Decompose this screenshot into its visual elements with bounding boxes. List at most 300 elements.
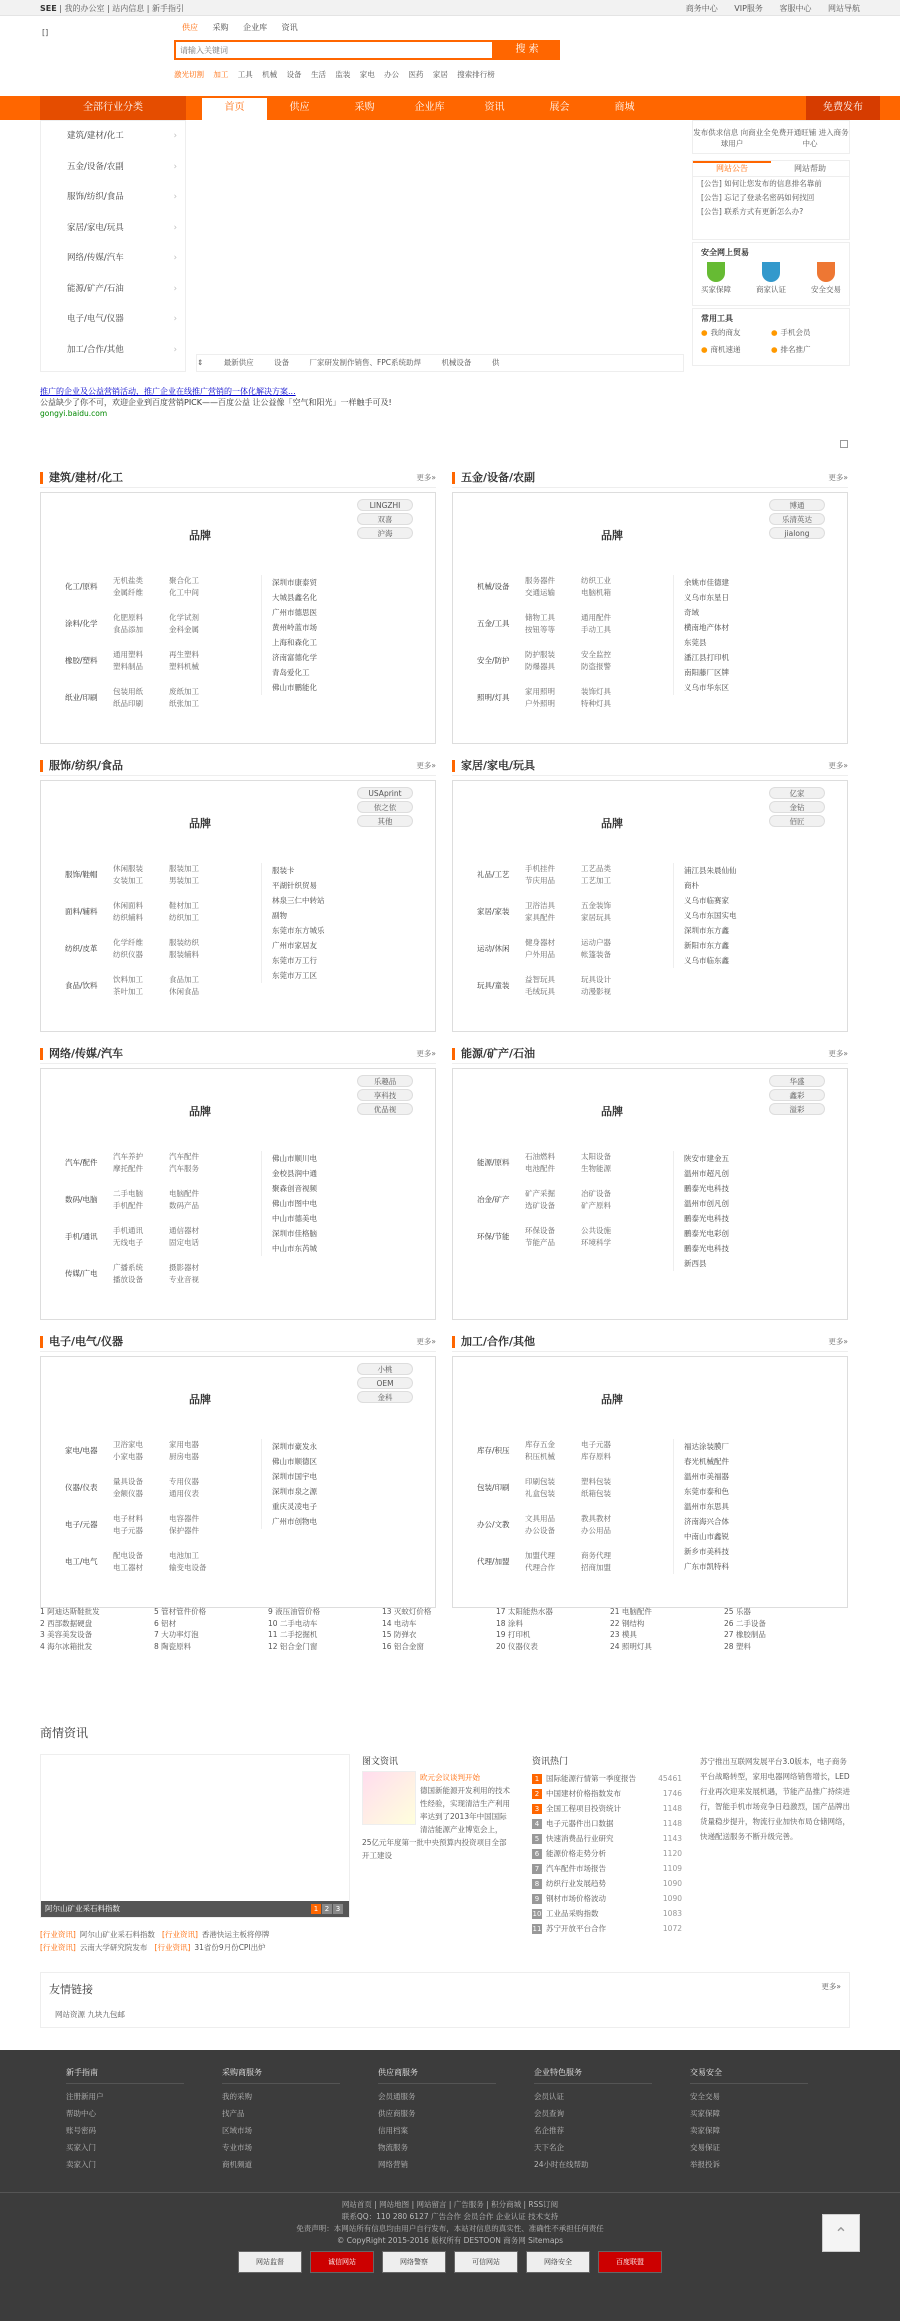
subcategory-link[interactable]: 无机盐类 [113,576,143,585]
subcategory-link[interactable]: 通信器材 [169,1226,199,1235]
footer-link[interactable]: 举报投诉 [690,2160,720,2169]
rank-item[interactable]: 24 照明灯具 [610,1641,652,1651]
hot-keyword[interactable]: 机械 [262,70,278,79]
subcategory-link[interactable]: 运动户器 [581,938,611,947]
nav-news[interactable]: 资讯 [484,102,505,113]
subcategory-title[interactable]: 橡胶/塑料 [65,656,98,665]
subcategory-link[interactable]: 二手电脑 [113,1189,143,1198]
merchant-cert[interactable] [756,262,786,295]
panel-title[interactable]: 服饰/纺织/食品 [40,760,123,772]
brand-tag[interactable]: USAprint [357,787,413,799]
subcategory-title[interactable]: 照明/灯具 [477,693,510,702]
subcategory-title[interactable]: 面料/辅料 [65,907,98,916]
search-rank-link[interactable]: 搜索排行榜 [457,70,495,79]
hot-news-item[interactable] [532,1906,682,1921]
subcategory-link[interactable]: 聚合化工 [169,576,199,585]
ad-url[interactable]: gongyi.baidu.com [40,409,108,418]
panel-title[interactable]: 电子/电气/仪器 [40,1336,123,1348]
subcategory-link[interactable]: 招商加盟 [581,1563,611,1572]
category-item[interactable] [41,243,185,274]
subcategory-link[interactable]: 汽车服务 [169,1164,199,1173]
subcategory-link[interactable]: 女装加工 [113,876,143,885]
footer-link[interactable]: 交易保证 [690,2143,720,2152]
company-link[interactable]: 深圳市国宇电 [272,1472,317,1481]
subcategory-link[interactable]: 生物能源 [581,1164,611,1173]
footer-link[interactable]: 网络营销 [378,2160,408,2169]
ticker-item[interactable]: 机械设备 [441,358,472,367]
company-link[interactable]: 温州市创凡创 [684,1199,729,1208]
subcategory-link[interactable]: 手机挂件 [525,864,555,873]
subcategory-title[interactable]: 化工/原料 [65,582,98,591]
subcategory-title[interactable]: 纺织/皮革 [65,944,98,953]
slide-page[interactable]: 2 [322,1904,332,1914]
subcategory-link[interactable]: 卫浴洁具 [525,901,555,910]
brand-tag[interactable]: LINGZHI [357,499,413,511]
trust-badge[interactable]: 网站监督 [238,2251,302,2273]
company-link[interactable]: 广州市创物电 [272,1517,317,1526]
subcategory-title[interactable]: 运动/休闲 [477,944,510,953]
subcategory-link[interactable]: 服务器件 [525,576,555,585]
subcategory-link[interactable]: 量具设备 [113,1477,143,1486]
rank-item[interactable]: 25 乐器 [724,1607,751,1616]
subcategory-link[interactable]: 服装纺织 [169,938,199,947]
company-link[interactable]: 深圳市东方鑫 [684,926,729,935]
hot-keyword[interactable]: 家居 [432,70,448,79]
subcategory-link[interactable]: 电容器件 [169,1514,199,1523]
rank-item[interactable]: 3 美容美发设备 [40,1630,93,1639]
subcategory-link[interactable]: 防盗报警 [581,662,611,671]
rank-item[interactable]: 23 模具 [610,1630,637,1639]
company-link[interactable]: 上海和森化工 [272,638,317,647]
subcategory-link[interactable]: 固定电话 [169,1238,199,1247]
hot-news-item[interactable] [532,1891,682,1906]
subcategory-link[interactable]: 防护服装 [525,650,555,659]
company-link[interactable]: 佛山市顺川电 [272,1154,317,1163]
subcategory-link[interactable]: 废纸加工 [169,687,199,696]
company-link[interactable]: 鹏泰光电科技 [684,1244,729,1253]
footer-link[interactable]: 名企推荐 [534,2126,564,2135]
rank-item[interactable]: 4 海尔冰箱批发 [40,1641,93,1651]
company-link[interactable]: 浦江县朱晨仙仙 [684,866,737,875]
subcategory-link[interactable]: 文具用品 [525,1514,555,1523]
subcategory-link[interactable]: 专用仪器 [169,1477,199,1486]
ticker-item[interactable]: 供 [491,358,500,367]
subcategory-link[interactable]: 装饰灯具 [581,687,611,696]
subcategory-link[interactable]: 太阳设备 [581,1152,611,1161]
hot-news-item[interactable] [532,1846,682,1861]
subcategory-link[interactable]: 电子元器 [581,1440,611,1449]
company-link[interactable]: 温州市超凡创 [684,1169,729,1178]
panel-more-link[interactable]: 更多» [416,473,436,482]
news-link[interactable]: 阿尔山矿业采石料指数 [79,1930,155,1939]
footer-links[interactable]: 网站首页 | 网站地图 | 网站留言 | 广告服务 | 积分商城 | RSS订阅 [341,2200,559,2209]
hot-keyword[interactable]: 家电 [359,70,375,79]
subcategory-link[interactable]: 户外用品 [525,950,555,959]
slide-caption[interactable]: 阿尔山矿业采石料指数 [41,1901,349,1917]
company-link[interactable]: 黄州岭蓝市场 [272,623,317,632]
main-banner[interactable] [196,124,684,354]
trust-badge[interactable]: 诚信网站 [310,2251,374,2273]
subcategory-link[interactable]: 汽车配件 [169,1152,199,1161]
footer-link[interactable]: 注册新用户 [66,2092,104,2101]
hot-news-item[interactable] [532,1921,682,1936]
subcategory-title[interactable]: 手机/通讯 [65,1232,98,1241]
ticker-arrows-icon[interactable]: ⇕ [197,358,204,367]
subcategory-link[interactable]: 工艺加工 [581,876,611,885]
subcategory-link[interactable]: 化学纤维 [113,938,143,947]
subcategory-link[interactable]: 电工器材 [113,1563,143,1572]
footer-link[interactable]: 天下名企 [534,2143,564,2152]
subcategory-link[interactable]: 厨房电器 [169,1452,199,1461]
subcategory-link[interactable]: 数码产品 [169,1201,199,1210]
brand-tag[interactable]: 佰匠 [769,815,825,827]
footer-link[interactable]: 24小时在线帮助 [534,2160,589,2169]
subcategory-link[interactable]: 冶矿设备 [581,1189,611,1198]
subcategory-link[interactable]: 手机配件 [113,1201,143,1210]
company-link[interactable]: 温州市东思具 [684,1502,729,1511]
subcategory-link[interactable]: 公共设施 [581,1226,611,1235]
subcategory-link[interactable]: 交通运输 [525,588,555,597]
subcategory-title[interactable]: 家居/家装 [477,907,510,916]
subcategory-link[interactable]: 教具教材 [581,1514,611,1523]
footer-link[interactable]: 区域市场 [222,2126,252,2135]
subcategory-link[interactable]: 毛绒玩具 [525,987,555,996]
subcategory-link[interactable]: 纸张加工 [169,699,199,708]
subcategory-link[interactable]: 电池加工 [169,1551,199,1560]
nav-purchase[interactable]: 采购 [354,102,375,113]
subcategory-link[interactable]: 商务代理 [581,1551,611,1560]
subcategory-link[interactable]: 印刷包装 [525,1477,555,1486]
business-center-link[interactable]: 商务中心 [685,4,718,13]
hot-news-item[interactable] [532,1771,682,1786]
news-slideshow[interactable] [40,1754,350,1918]
hot-news-item[interactable] [532,1831,682,1846]
subcategory-link[interactable]: 礼盒包装 [525,1489,555,1498]
panel-title[interactable]: 五金/设备/农副 [452,472,535,484]
company-link[interactable]: 广州市德思医 [272,608,317,617]
subcategory-title[interactable]: 礼品/工艺 [477,870,510,879]
subcategory-link[interactable]: 鞋材加工 [169,901,199,910]
tab-news[interactable]: 资讯 [281,23,298,32]
hot-news-item[interactable] [532,1861,682,1876]
company-link[interactable]: 重庆灵凌电子 [272,1502,317,1511]
nav-company[interactable]: 企业库 [414,102,445,113]
tool-ranking-promo[interactable]: ● 排名推广 [771,344,841,355]
company-link[interactable]: 林泉三仁中转站 [272,896,325,905]
rank-item[interactable]: 6 铝材 [154,1618,177,1628]
rank-item[interactable]: 14 电动车 [382,1618,417,1628]
tool-business-express[interactable]: ● 商机速递 [701,344,771,355]
rank-item[interactable]: 15 防弹衣 [382,1630,417,1639]
subcategory-link[interactable]: 化学试剂 [169,613,199,622]
subcategory-link[interactable]: 无线电子 [113,1238,143,1247]
subcategory-link[interactable]: 专业音视 [169,1275,199,1284]
friend-links-more[interactable]: 更多» [821,1982,841,1991]
subcategory-link[interactable]: 广播系统 [113,1263,143,1272]
subcategory-title[interactable]: 五金/工具 [477,619,510,628]
panel-title[interactable]: 家居/家电/玩具 [452,760,535,772]
panel-more-link[interactable]: 更多» [416,1049,436,1058]
company-link[interactable]: 潘江县打印机 [684,653,729,662]
subcategory-link[interactable]: 矿产原料 [581,1201,611,1210]
subcategory-link[interactable]: 环保设备 [525,1226,555,1235]
category-item[interactable] [41,335,185,366]
brand-tag[interactable]: 沪海 [357,527,413,539]
notice-item[interactable]: [公告] 联系方式有更新怎么办? [701,207,804,216]
company-link[interactable]: 温州市美福器 [684,1472,729,1481]
rank-item[interactable]: 7 大功率灯泡 [154,1630,199,1639]
rank-item[interactable]: 16 铝合金窗 [382,1641,424,1651]
nav-home[interactable]: 首页 [202,96,267,120]
subcategory-link[interactable]: 家用电器 [169,1440,199,1449]
ad-title[interactable]: 推广的企业及公益营销活动，推广企业在线推广营销的一体化解决方案... [40,387,296,396]
footer-link[interactable]: 安全交易 [690,2092,720,2101]
subcategory-link[interactable]: 家具配件 [525,913,555,922]
rank-item[interactable]: 17 太阳能热水器 [496,1607,553,1616]
tool-mobile-member[interactable]: ● 手机会员 [771,327,841,338]
subcategory-link[interactable]: 通用仪表 [169,1489,199,1498]
subcategory-link[interactable]: 石油燃料 [525,1152,555,1161]
company-link[interactable]: 东莞市泰和色 [684,1487,729,1496]
brand-tag[interactable]: 亿家 [769,787,825,799]
category-item[interactable] [41,274,185,305]
subcategory-title[interactable]: 包装/印刷 [477,1483,510,1492]
subcategory-link[interactable]: 帐篷装备 [581,950,611,959]
subcategory-link[interactable]: 玩具设计 [581,975,611,984]
company-link[interactable]: 新乡市美科技 [684,1547,729,1556]
company-link[interactable]: 义乌市东星日 [684,593,729,602]
subcategory-link[interactable]: 特种灯具 [581,699,611,708]
subcategory-link[interactable]: 节能产品 [525,1238,555,1247]
panel-more-link[interactable]: 更多» [828,1337,848,1346]
subcategory-title[interactable]: 电子/元器 [65,1520,98,1529]
footer-link[interactable]: 专业市场 [222,2143,252,2152]
company-link[interactable]: 义乌市华东区 [684,683,729,692]
news-link[interactable]: 香港快运主板将停牌 [201,1930,270,1939]
subcategory-link[interactable]: 金额仪器 [113,1489,143,1498]
hot-keyword[interactable]: 医药 [408,70,424,79]
subcategory-link[interactable]: 汽车养护 [113,1152,143,1161]
company-link[interactable]: 义乌市临赛家 [684,896,729,905]
subcategory-link[interactable]: 健身器材 [525,938,555,947]
subcategory-title[interactable]: 仪器/仪表 [65,1483,98,1492]
subcategory-title[interactable]: 数码/电脑 [65,1195,98,1204]
company-link[interactable]: 平湖针织贸易 [272,881,317,890]
brand-tag[interactable]: 依之依 [357,801,413,813]
company-link[interactable]: 奇域 [684,608,699,617]
picture-news-headline[interactable]: 欧元会议谈判开始 [420,1773,480,1782]
rank-item[interactable]: 20 仪器仪表 [496,1641,538,1651]
subcategory-link[interactable]: 纺织辅料 [113,913,143,922]
company-link[interactable]: 中南山市鑫锐 [684,1532,729,1541]
company-link[interactable]: 深圳市康泰贸 [272,578,317,587]
hot-keyword[interactable]: 激光切割 [174,70,204,79]
subcategory-link[interactable]: 休闲面料 [113,901,143,910]
hot-keyword[interactable]: 生活 [310,70,326,79]
news-tag[interactable]: [行业资讯] [154,1943,191,1952]
panel-title[interactable]: 加工/合作/其他 [452,1336,535,1348]
subcategory-link[interactable]: 播放设备 [113,1275,143,1284]
company-link[interactable]: 副物 [272,911,287,920]
footer-link[interactable]: 卖家入门 [66,2160,96,2169]
subcategory-link[interactable]: 金科金属 [169,625,199,634]
buyer-protection[interactable] [701,262,731,295]
news-link[interactable]: 云南大学研究院发布 [79,1943,148,1952]
rank-item[interactable]: 9 液压油管价格 [268,1607,321,1616]
subcategory-link[interactable]: 服装加工 [169,864,199,873]
category-item[interactable] [41,182,185,213]
brand-tag[interactable]: 乐清英达 [769,513,825,525]
news-thumbnail[interactable] [362,1771,416,1825]
news-link[interactable]: 31省份9月份CPI出炉 [194,1943,266,1952]
friend-links-list[interactable]: 网站资源 九块九包邮 [55,2010,125,2019]
hot-news-item[interactable] [532,1876,682,1891]
company-link[interactable]: 佛山市顺德区 [272,1457,317,1466]
subcategory-link[interactable]: 塑料机械 [169,662,199,671]
panel-title[interactable]: 网络/传媒/汽车 [40,1048,123,1060]
subcategory-link[interactable]: 纺织加工 [169,913,199,922]
ticker-item[interactable]: 设备 [274,358,290,367]
subcategory-link[interactable]: 卫浴家电 [113,1440,143,1449]
notice-item[interactable]: [公告] 忘记了登录名密码如何找回 [701,193,815,202]
subcategory-link[interactable]: 塑料制品 [113,662,143,671]
company-link[interactable]: 东莞市东方城乐 [272,926,325,935]
subcategory-link[interactable]: 环境科学 [581,1238,611,1247]
subcategory-title[interactable]: 代理/加盟 [477,1557,510,1566]
news-tag[interactable]: [行业资讯] [162,1930,198,1939]
brand-tag[interactable]: 鑫彩 [769,1089,825,1101]
subcategory-title[interactable]: 汽车/配件 [65,1158,98,1167]
brand-tag[interactable]: 享科技 [357,1089,413,1101]
company-link[interactable]: 中山市德美电 [272,1214,317,1223]
panel-more-link[interactable]: 更多» [828,473,848,482]
company-link[interactable]: 义乌市临东鑫 [684,956,729,965]
subcategory-link[interactable]: 工艺品类 [581,864,611,873]
footer-link[interactable]: 会员查询 [534,2109,564,2118]
panel-more-link[interactable]: 更多» [828,761,848,770]
subcategory-link[interactable]: 摄影器材 [169,1263,199,1272]
brand-tag[interactable]: 华盛 [769,1075,825,1087]
rank-item[interactable]: 18 涂料 [496,1618,523,1628]
search-button[interactable]: 搜 索 [494,40,560,60]
subcategory-link[interactable]: 茶叶加工 [113,987,143,996]
footer-link[interactable]: 会员认证 [534,2092,564,2101]
footer-link[interactable]: 供应商服务 [378,2109,416,2118]
subcategory-link[interactable]: 户外照明 [525,699,555,708]
footer-link[interactable]: 商机频道 [222,2160,252,2169]
subcategory-link[interactable]: 家居玩具 [581,913,611,922]
subcategory-link[interactable]: 库存五金 [525,1440,555,1449]
rank-item[interactable]: 1 阿迪达斯鞋批发 [40,1607,100,1616]
subcategory-title[interactable]: 机械/设备 [477,582,510,591]
subcategory-link[interactable]: 储物工具 [525,613,555,622]
subcategory-link[interactable]: 配电设备 [113,1551,143,1560]
company-link[interactable]: 鹏泰光电彩创 [684,1229,729,1238]
category-item[interactable] [41,304,185,335]
trust-badge[interactable]: 网络警察 [382,2251,446,2273]
rank-item[interactable]: 2 西部数据硬盘 [40,1618,93,1628]
subcategory-link[interactable]: 选矿设备 [525,1201,555,1210]
company-link[interactable]: 广东市凯特科 [684,1562,729,1571]
subcategory-title[interactable]: 环保/节能 [477,1232,510,1241]
company-link[interactable]: 佛山市图中电 [272,1199,317,1208]
company-link[interactable]: 东莞县 [684,638,707,647]
brand-tag[interactable]: 溢彩 [769,1103,825,1115]
subcategory-link[interactable]: 按钮等等 [525,625,555,634]
slide-page[interactable]: 3 [333,1904,343,1914]
subcategory-title[interactable]: 家电/电器 [65,1446,98,1455]
publish-info-button[interactable]: 发布供求信息 向商业全球用户 [693,128,771,148]
subcategory-link[interactable]: 办公用品 [581,1526,611,1535]
tool-my-friends[interactable]: ● 我的商友 [701,327,771,338]
subcategory-link[interactable]: 电脑配件 [169,1189,199,1198]
trust-badge[interactable]: 可信网站 [454,2251,518,2273]
category-item[interactable] [41,121,185,152]
messages-link[interactable]: 站内信息 [112,4,145,13]
subcategory-link[interactable]: 输变电设备 [169,1563,207,1572]
subcategory-title[interactable]: 电工/电气 [65,1557,98,1566]
company-link[interactable]: 福达涂装膜厂 [684,1442,729,1451]
subcategory-link[interactable]: 通用配件 [581,613,611,622]
tab-notices[interactable]: 网站公告 [693,161,771,176]
subcategory-link[interactable]: 饮料加工 [113,975,143,984]
subcategory-link[interactable]: 纺织工业 [581,576,611,585]
company-link[interactable]: 大城县鑫名化 [272,593,317,602]
subcategory-link[interactable]: 加盟代理 [525,1551,555,1560]
subcategory-link[interactable]: 保护器件 [169,1526,199,1535]
subcategory-link[interactable]: 休闲服装 [113,864,143,873]
company-link[interactable]: 深圳市豪发永 [272,1442,317,1451]
company-link[interactable]: 聚森创音视频 [272,1184,317,1193]
tab-supply[interactable]: 供应 [182,23,198,32]
subcategory-link[interactable]: 动漫影视 [581,987,611,996]
subcategory-title[interactable]: 玩具/童装 [477,981,510,990]
subcategory-link[interactable]: 手机通讯 [113,1226,143,1235]
rank-item[interactable]: 26 二手设备 [724,1618,766,1628]
panel-more-link[interactable]: 更多» [828,1049,848,1058]
subcategory-link[interactable]: 摩托配件 [113,1164,143,1173]
company-link[interactable]: 横南地产体材 [684,623,729,632]
company-link[interactable]: 佛山市鹏能化 [272,683,317,692]
all-categories-button[interactable]: 全部行业分类 [40,96,186,120]
rank-item[interactable]: 27 橡胶制品 [724,1630,766,1639]
footer-link[interactable]: 会员通服务 [378,2092,416,2101]
subcategory-title[interactable]: 冶金/矿产 [477,1195,510,1204]
back-to-top-icon[interactable]: ⌃ [822,2214,860,2252]
panel-title[interactable]: 能源/矿产/石油 [452,1048,535,1060]
hot-keyword[interactable]: 监装 [335,70,351,79]
ticker-item[interactable]: 厂家研发制作销售、FPC系统助焊 [309,358,422,367]
company-link[interactable]: 南阳藤厂区牌 [684,668,729,677]
subcategory-link[interactable]: 休闲食品 [169,987,199,996]
company-link[interactable]: 义乌市东国实电 [684,911,737,920]
rank-item[interactable]: 10 二手电动车 [268,1618,318,1628]
subcategory-link[interactable]: 电池配件 [525,1164,555,1173]
nav-supply[interactable]: 供应 [289,102,310,113]
panel-more-link[interactable]: 更多» [416,761,436,770]
subcategory-link[interactable]: 纸品印刷 [113,699,143,708]
subcategory-title[interactable]: 安全/防护 [477,656,510,665]
rank-item[interactable]: 8 陶瓷原料 [154,1641,192,1651]
rank-item[interactable]: 13 灭蚊灯价格 [382,1607,432,1616]
company-link[interactable]: 余姚市佳德建 [684,578,729,587]
trust-badge[interactable]: 百度联盟 [598,2251,662,2273]
brand-tag[interactable]: OEM [357,1377,413,1389]
rank-item[interactable]: 21 电脑配件 [610,1607,652,1616]
tab-purchase[interactable]: 采购 [212,23,229,32]
company-link[interactable]: 商朴 [684,881,699,890]
news-tag[interactable]: [行业资讯] [40,1930,76,1939]
